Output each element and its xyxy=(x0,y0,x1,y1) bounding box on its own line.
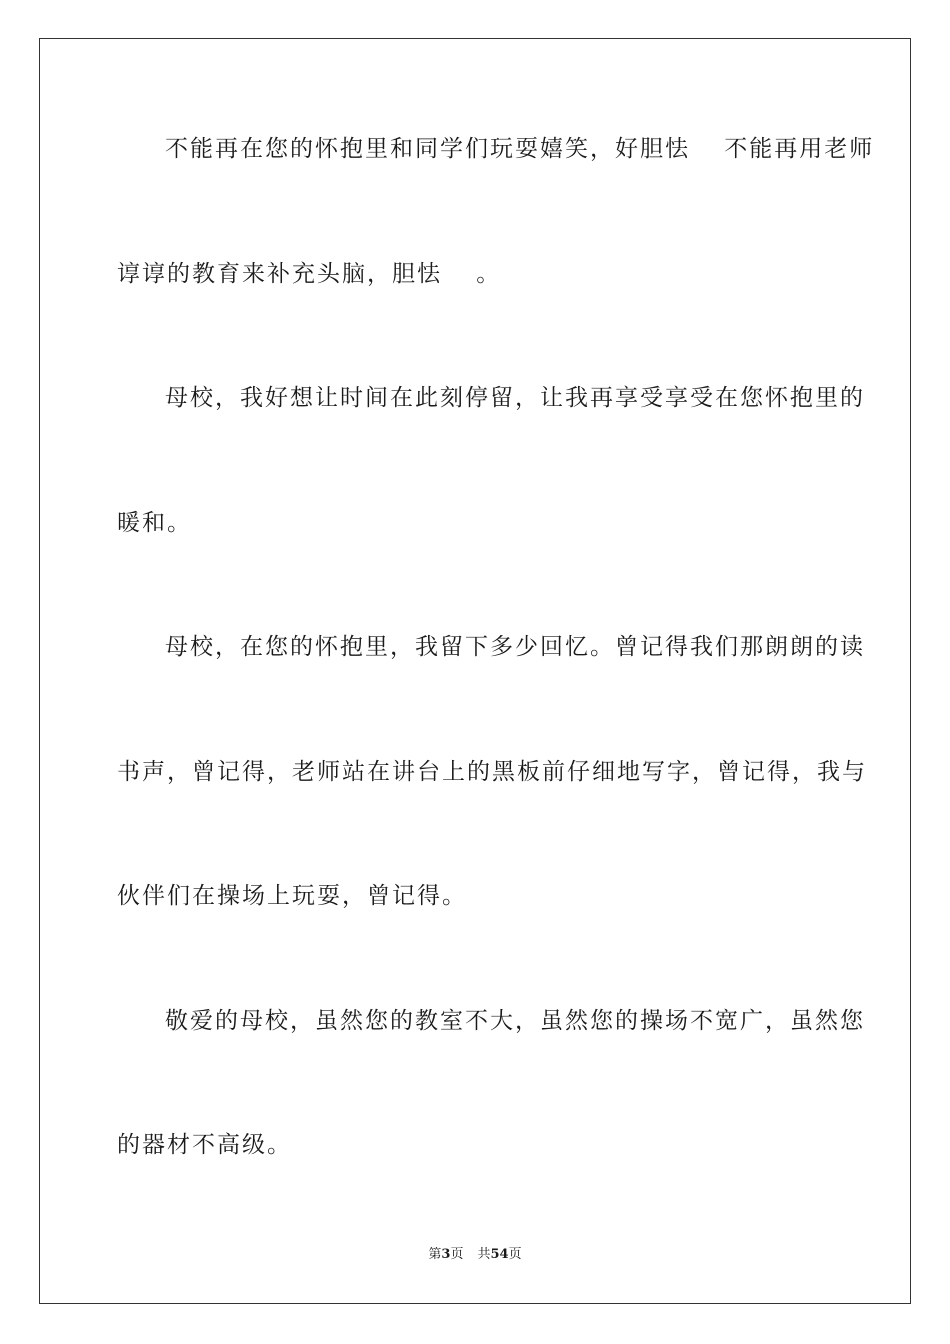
paragraph-2-line-1: 母校，我好想让时间在此刻停留，让我再享受享受在您怀抱里的 xyxy=(165,385,865,411)
page-prefix: 第 xyxy=(428,1247,442,1262)
paragraph-3-line-2: 书声，曾记得，老师站在讲台上的黑板前仔细地写字，曾记得，我与 xyxy=(117,759,867,785)
paragraph-1-line-2: 谆谆的教育来补充头脑，胆怯 。 xyxy=(117,261,502,287)
page-footer xyxy=(0,1246,950,1264)
paragraph-1-line-1: 不能再在您的怀抱里和同学们玩耍嬉笑，好胆怯 不能再用老师 xyxy=(165,136,875,162)
paragraph-4-line-2: 的器材不高级。 xyxy=(117,1132,292,1158)
page-suffix: 页 xyxy=(450,1247,464,1262)
paragraph-3-line-3: 伙伴们在操场上玩耍，曾记得。 xyxy=(117,883,467,909)
page-number: 3 xyxy=(441,1247,451,1262)
total-suffix: 页 xyxy=(508,1247,522,1262)
page-border xyxy=(39,38,911,1304)
total-pages: 54 xyxy=(490,1247,509,1262)
total-prefix: 共 xyxy=(477,1247,491,1262)
paragraph-2-line-2: 暖和。 xyxy=(117,510,192,536)
paragraph-4-line-1: 敬爱的母校，虽然您的教室不大，虽然您的操场不宽广，虽然您 xyxy=(165,1008,865,1034)
paragraph-3-line-1: 母校，在您的怀抱里，我留下多少回忆。曾记得我们那朗朗的读 xyxy=(165,634,865,660)
